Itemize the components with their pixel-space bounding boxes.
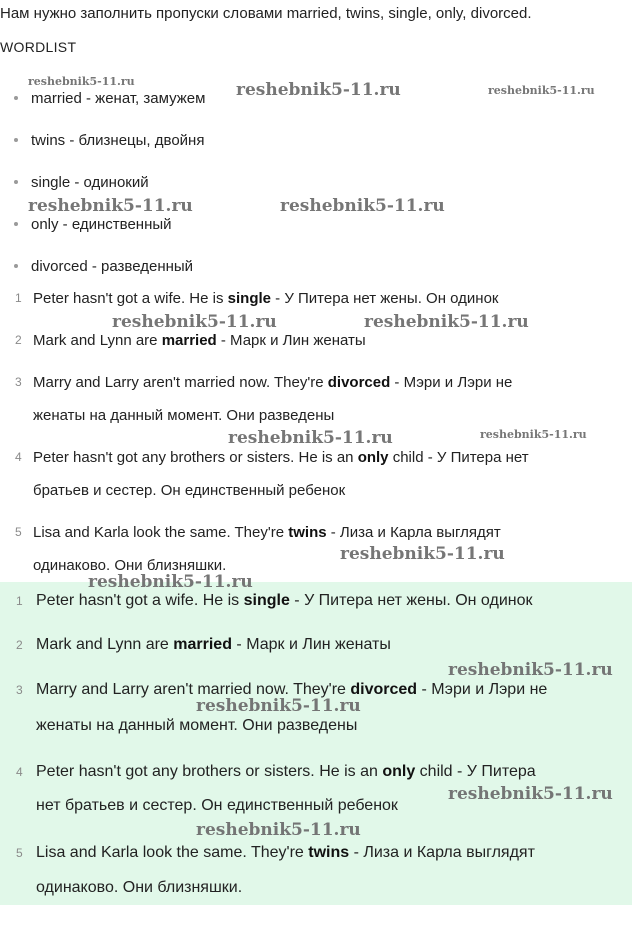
bullet-icon: [14, 96, 18, 100]
answer-word: twins: [288, 524, 327, 541]
watermark: reshebnik5-11.ru: [88, 572, 253, 592]
answer-word: married: [161, 332, 217, 349]
wordlist-title: WORDLIST: [0, 39, 77, 55]
watermark: reshebnik5-11.ru: [364, 312, 529, 332]
answer-word: only: [357, 449, 389, 466]
watermark: reshebnik5-11.ru: [488, 84, 595, 97]
item-number: 1: [16, 594, 23, 608]
item-number: 3: [16, 683, 23, 697]
bullet-icon: [14, 264, 18, 268]
answer-word: divorced: [350, 681, 418, 698]
answer-word: divorced: [327, 374, 391, 391]
task-instruction: Нам нужно заполнить пропуски словами married, twins, single, only, divorced.: [0, 5, 532, 22]
watermark: reshebnik5-11.ru: [280, 196, 445, 216]
wordlist-item: divorced - разведенный: [14, 258, 193, 275]
watermark: reshebnik5-11.ru: [480, 428, 587, 441]
answer-word: twins: [308, 844, 350, 861]
item-number: 2: [16, 638, 23, 652]
answer-word: single: [227, 290, 271, 307]
watermark: reshebnik5-11.ru: [28, 196, 193, 216]
bullet-icon: [14, 138, 18, 142]
watermark: reshebnik5-11.ru: [196, 820, 361, 840]
item-number: 1: [15, 291, 22, 305]
watermark: reshebnik5-11.ru: [112, 312, 277, 332]
watermark: reshebnik5-11.ru: [448, 660, 613, 680]
wordlist-item: married - женат, замужем: [14, 90, 205, 107]
highlighted-answers-panel: 1 Peter hasn't got a wife. He is single - У Питера нет жены. Он одинок 2 Mark and Lynn are married - Марк и Лин женаты 3 Marry and Larry aren't married now. They're divorced - Мэри и Лэри не женаты на данный момент. Они разведены 4 Peter hasn't got any brothers or sisters. He is an only child - У Питера нет братьев и сестер. Он единственный ребенок 5 Lisa and Karla look the same. They're twins - Лиза и Карла выглядят одинаково. Они близняшки.: [0, 582, 632, 905]
answer-word: married: [173, 636, 232, 653]
watermark: reshebnik5-11.ru: [228, 428, 393, 448]
watermark: reshebnik5-11.ru: [28, 75, 135, 88]
watermark: reshebnik5-11.ru: [448, 784, 613, 804]
bullet-icon: [14, 180, 18, 184]
watermark: reshebnik5-11.ru: [236, 80, 401, 100]
wordlist-item: only - единственный: [14, 216, 172, 233]
item-number: 3: [15, 375, 22, 389]
watermark: reshebnik5-11.ru: [196, 696, 361, 716]
item-number: 4: [15, 450, 22, 464]
answer-word: only: [382, 763, 416, 780]
wordlist-item: single - одинокий: [14, 174, 149, 191]
item-number: 5: [16, 846, 23, 860]
watermark: reshebnik5-11.ru: [340, 544, 505, 564]
answer-word: single: [243, 592, 290, 609]
wordlist-item: twins - близнецы, двойня: [14, 132, 204, 149]
item-number: 2: [15, 333, 22, 347]
item-number: 5: [15, 525, 22, 539]
item-number: 4: [16, 765, 23, 779]
bullet-icon: [14, 222, 18, 226]
